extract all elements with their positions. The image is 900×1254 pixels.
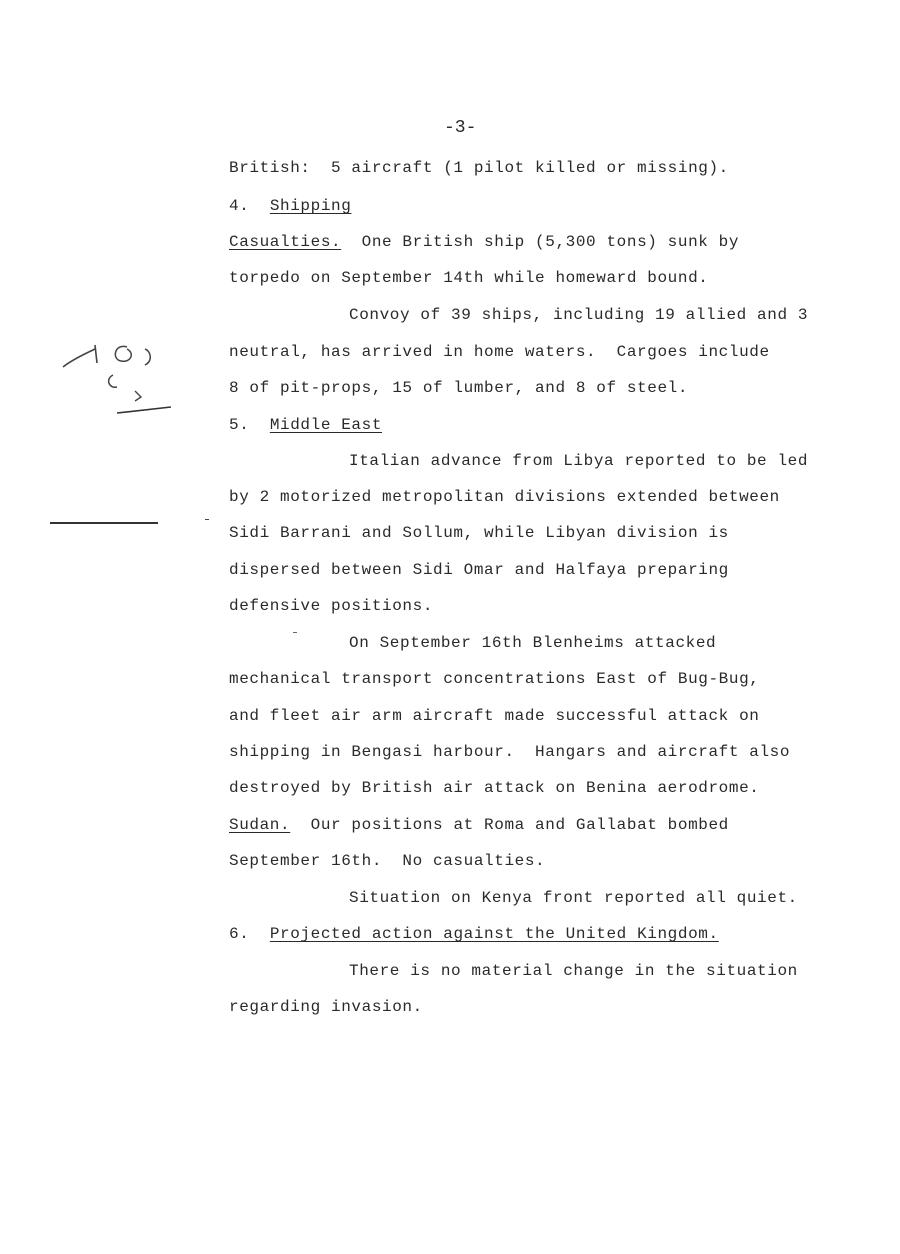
text-line: regarding invasion. [229, 998, 423, 1016]
text-line: 8 of pit-props, 15 of lumber, and 8 of steel. [229, 379, 689, 397]
text-line: shipping in Bengasi harbour. Hangars and aircraft also [229, 743, 791, 761]
text-line: Convoy of 39 ships, including 19 allied and 3 [349, 306, 809, 324]
subheading: Casualties. [229, 233, 342, 251]
page-number: -3- [444, 118, 477, 138]
text-line: by 2 motorized metropolitan divisions extended between [229, 488, 780, 506]
section-number: 6. [229, 925, 270, 943]
text-line: destroyed by British air attack on Benina aerodrome. [229, 779, 760, 797]
text-line: On September 16th Blenheims attacked [349, 634, 717, 652]
text-line: neutral, has arrived in home waters. Cargoes include [229, 343, 770, 361]
text-line: defensive positions. [229, 597, 434, 615]
section-title: Projected action against the United Kingdom. [269, 925, 719, 943]
section-title: Shipping [269, 197, 352, 215]
text-line: dispersed between Sidi Omar and Halfaya preparing [229, 561, 729, 579]
margin-rule [50, 522, 158, 524]
text-line: British: 5 aircraft (1 pilot killed or missing). [229, 159, 729, 177]
section-title: Middle East [269, 416, 383, 434]
text-line: Situation on Kenya front reported all quiet. [349, 889, 798, 907]
subheading: Sudan. [229, 816, 291, 834]
text-line: mechanical transport concentrations East of Bug-Bug, [229, 670, 760, 688]
scan-speck [293, 632, 297, 633]
text-line: and fleet air arm aircraft made successful attack on [229, 707, 760, 725]
section-heading [229, 924, 719, 944]
text-line [229, 815, 729, 835]
text-line: Sidi Barrani and Sollum, while Libyan division is [229, 524, 729, 542]
text-run: Our positions at Roma and Gallabat bombed [290, 816, 729, 834]
text-line: Italian advance from Libya reported to be led [349, 452, 809, 470]
section-number: 4. [229, 197, 270, 215]
section-heading [229, 415, 382, 435]
margin-tick [205, 519, 209, 520]
text-run: One British ship (5,300 tons) sunk by [341, 233, 740, 251]
handwritten-margin-mark [55, 335, 175, 420]
section-number: 5. [229, 416, 270, 434]
section-heading [229, 196, 351, 216]
text-line: torpedo on September 14th while homeward bound. [229, 269, 709, 287]
text-line: There is no material change in the situation [349, 962, 798, 980]
text-line: September 16th. No casualties. [229, 852, 546, 870]
text-line [229, 232, 739, 252]
